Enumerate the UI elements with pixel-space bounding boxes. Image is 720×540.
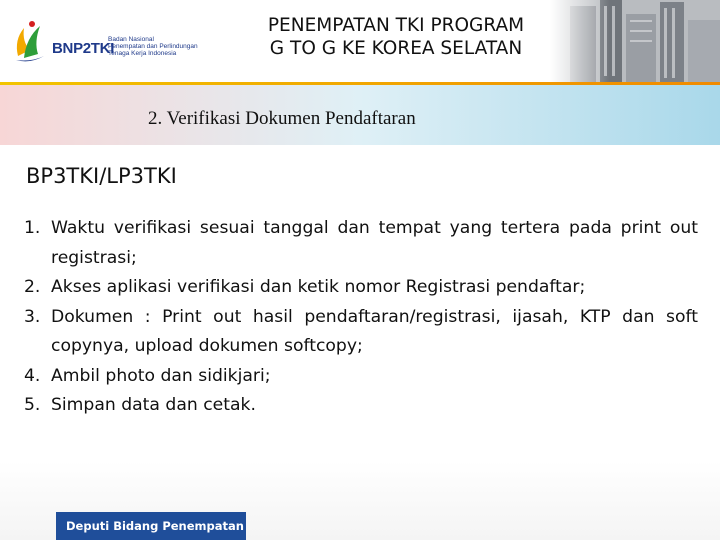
- footer-text: Deputi Bidang Penempatan: [66, 519, 244, 533]
- list-item: 4. Ambil photo dan sidikjari;: [24, 365, 271, 386]
- list-item: 3. Dokumen : Print out hasil pendaftaran/registrasi, ijasah, KTP dan soft copynya, upload dokumen softcopy;: [24, 306, 698, 356]
- city-buildings-image: [550, 0, 720, 82]
- logo-subtitle: Badan Nasional Penempatan dan Perlindungan Tenaga Kerja Indonesia: [108, 36, 198, 57]
- title-line-2: G TO G KE KOREA SELATAN: [269, 38, 523, 59]
- footer-label: [56, 512, 246, 540]
- section-title: BP3TKI/LP3TKI: [26, 164, 177, 188]
- list-item: 2. Akses aplikasi verifikasi dan ketik nomor Registrasi pendaftar;: [24, 277, 586, 297]
- logo-emblem-icon: [10, 16, 50, 66]
- header: [0, 0, 720, 82]
- bnp2tki-logo: [8, 14, 208, 70]
- page-title: [214, 14, 578, 60]
- list-item: 5. Simpan data dan cetak.: [24, 395, 256, 415]
- title-line-1: PENEMPATAN TKI PROGRAM: [267, 15, 525, 36]
- steps-list: [24, 214, 698, 421]
- logo-text: BNP2TKI: [52, 40, 115, 57]
- list-item: 1. Waktu verifikasi sesuai tanggal dan tempat yang tertera pada print out registrasi;: [24, 218, 698, 268]
- slide-subtitle: 2. Verifikasi Dokumen Pendaftaran: [148, 108, 416, 129]
